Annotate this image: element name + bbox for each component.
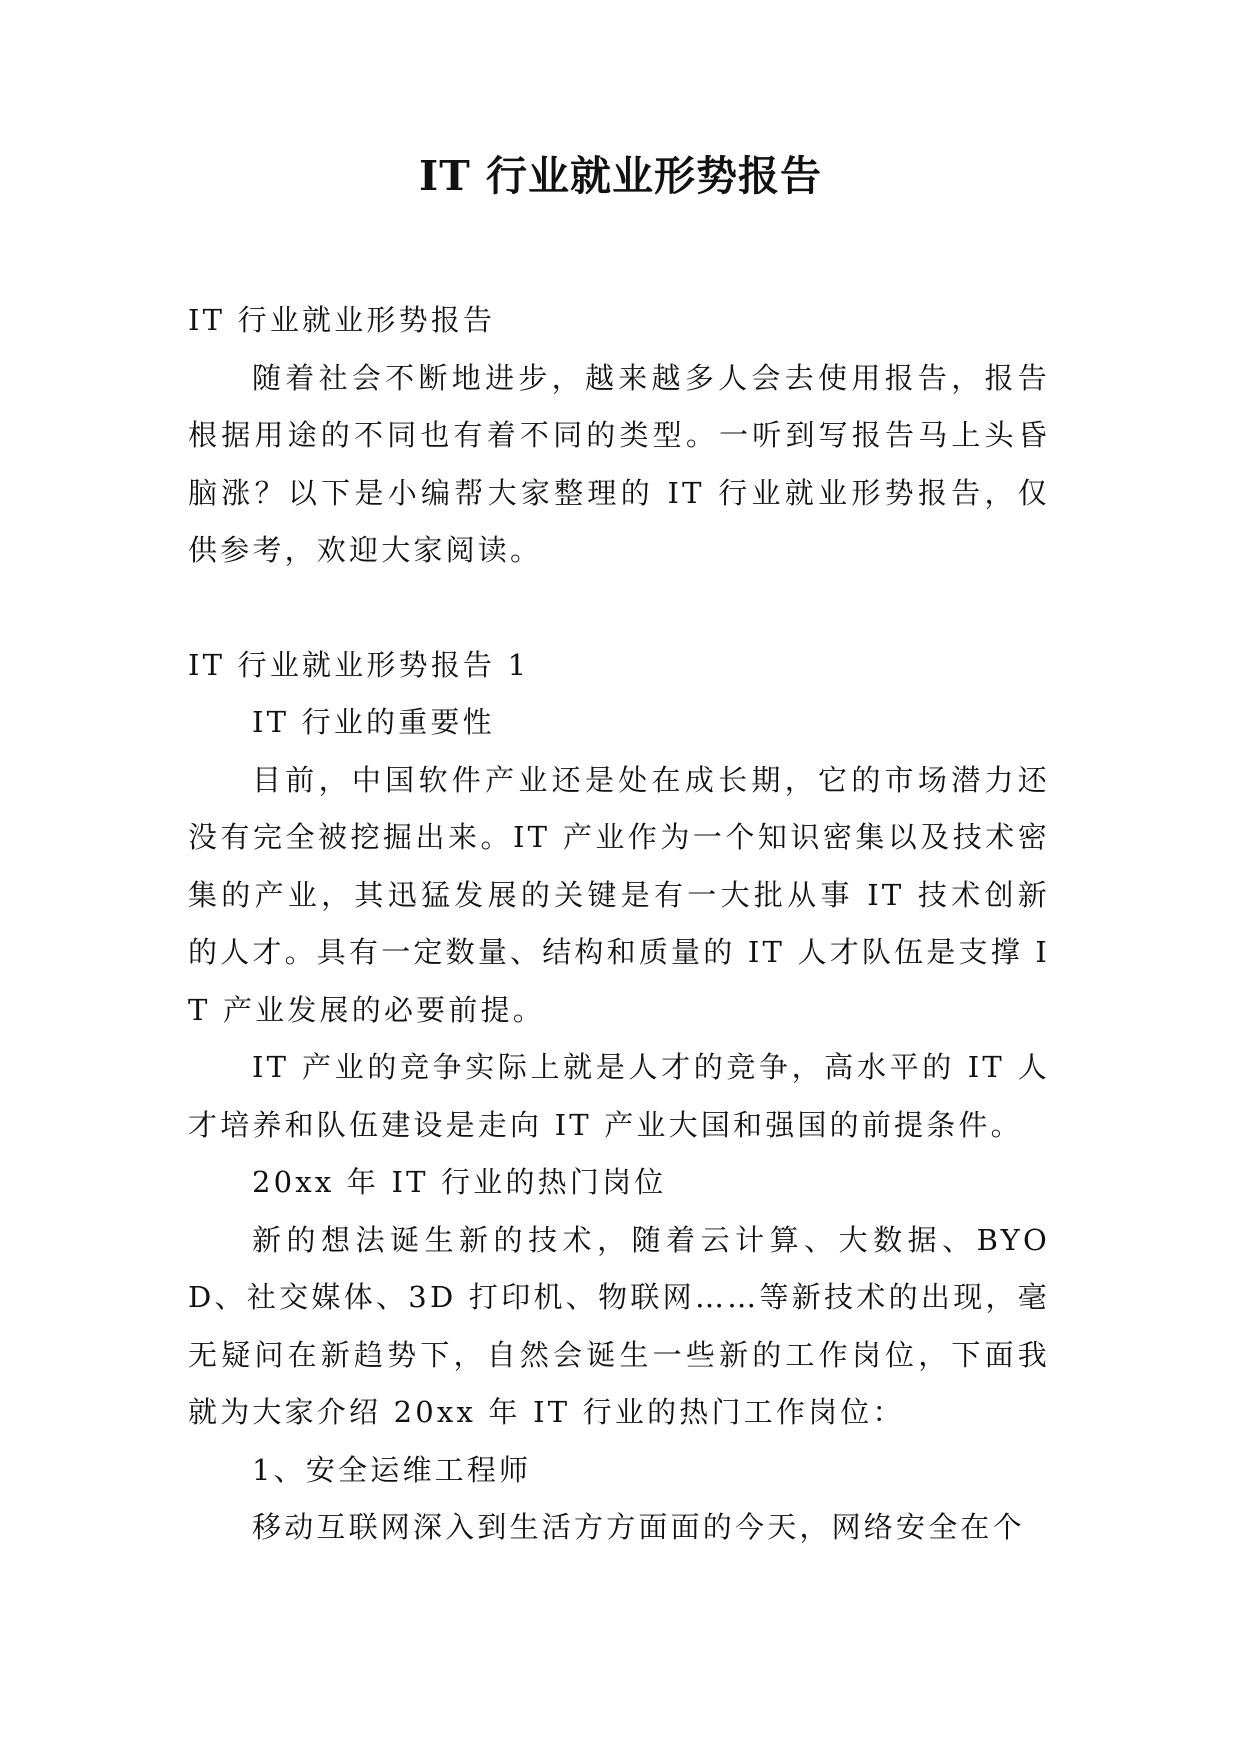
document-body [188,292,1050,1557]
report-heading: IT 行业就业形势报告 [188,303,496,337]
section-heading: IT 行业就业形势报告 1 [188,647,530,682]
subheading-hot-jobs: 20xx 年 IT 行业的热门岗位 [252,1165,667,1199]
paragraph-hot-jobs: 新的想法诞生新的技术，随着云计算、大数据、BYOD、社交媒体、3D 打印机、物联网……等新技术的出现，毫无疑问在新趋势下，自然会诞生一些新的工作岗位，下面我就为大家介绍 20xx 年 IT 行业的热门工作岗位： [188,1222,1050,1429]
paragraph-gap [188,580,1050,637]
paragraph-importance-1: 目前，中国软件产业还是处在成长期，它的市场潜力还没有完全被挖掘出来。IT 产业作为一个知识密集以及技术密集的产业，其迅猛发展的关键是有一大批从事 IT 技术创新的人才。具有一定数量、结构和质量的 IT 人才队伍是支撑 IT 产业发展的必要前提。 [188,762,1050,1027]
document-title: IT 行业就业形势报告 [419,152,822,200]
intro-paragraph: 随着社会不断地进步，越来越多人会去使用报告，报告根据用途的不同也有着不同的类型。一听到写报告马上头昏脑涨？以下是小编帮大家整理的 IT 行业就业形势报告，仅供参考，欢迎大家阅读。 [188,360,1050,567]
list-item-text: 移动互联网深入到生活方方面面的今天，网络安全在个 [252,1510,1025,1544]
list-item-heading: 1、安全运维工程师 [252,1452,532,1487]
paragraph-importance-2: IT 产业的竞争实际上就是人才的竞争，高水平的 IT 人才培养和队伍建设是走向 IT 产业大国和强国的前提条件。 [188,1050,1050,1142]
subheading-importance: IT 行业的重要性 [252,705,495,739]
